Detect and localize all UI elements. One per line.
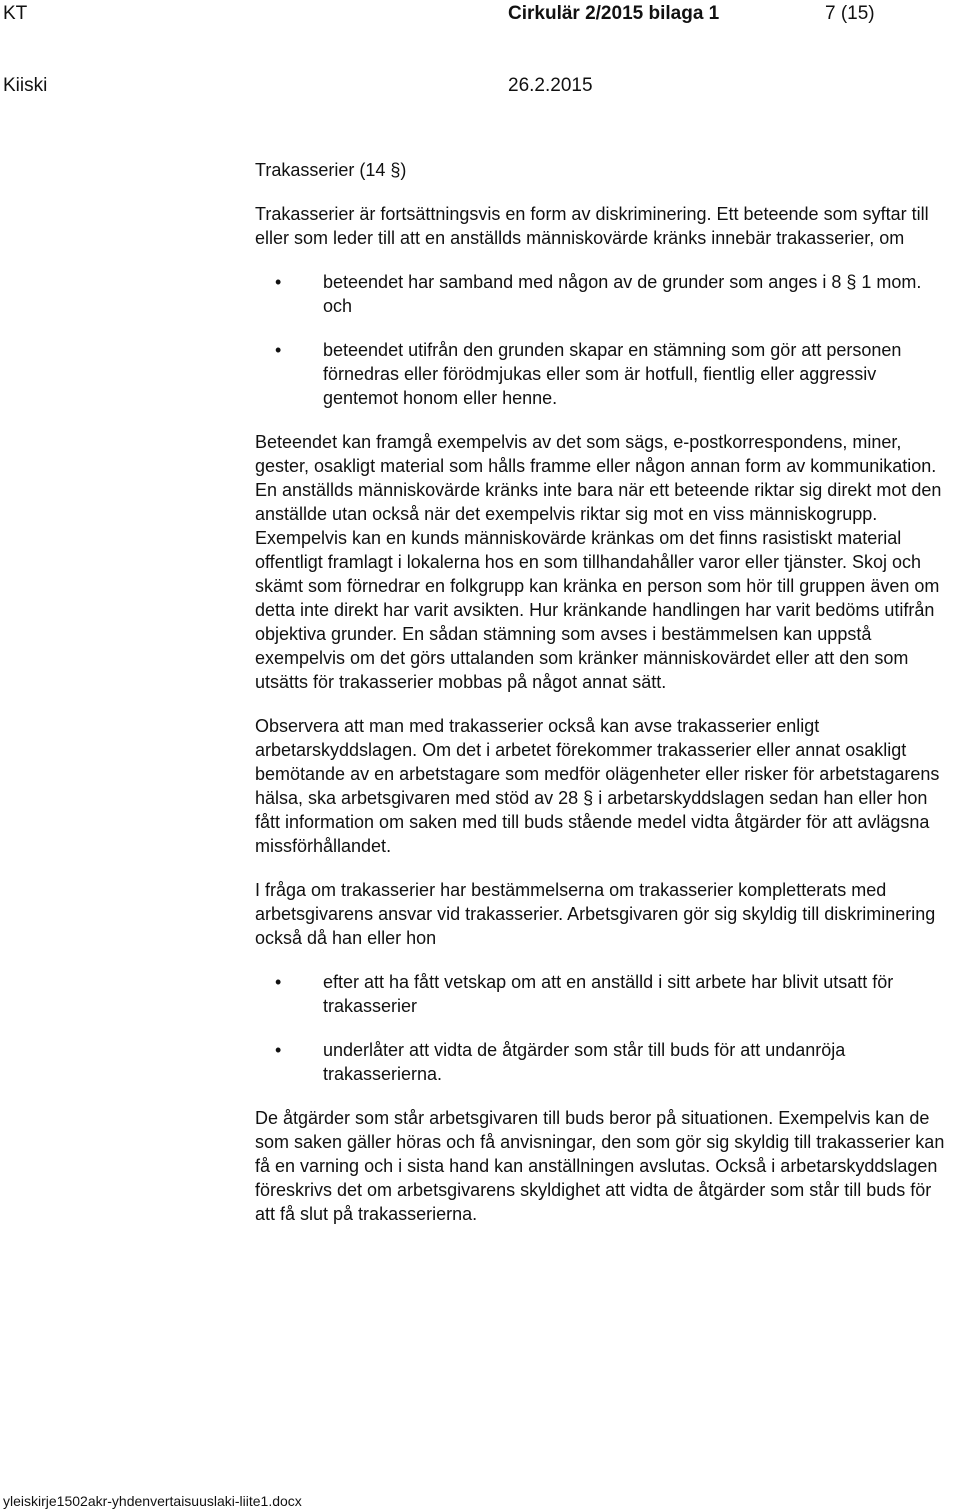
bullet-icon: • [275,972,282,992]
list-item-text: beteendet har samband med någon av de grunder som anges i 8 § 1 mom. och [323,272,922,316]
paragraph: Observera att man med trakasserier också kan avse trakasserier enligt arbetarskyddslagen. Om det i arbetet förekommer trakasserier eller annat osakligt bemötande av en arbetstagare som medför olägenheter eller risker för arbetstagarens hälsa, ska arbetsgivaren med stöd av 28 § i arbetarskyddslagen sedan han eller hon fått information om saken med till buds stående medel vidta åtgärder för att avlägsna missförhållandet. [255,716,940,856]
list-item [255,270,955,318]
condition-list [255,270,955,410]
header-org: KT [3,3,28,24]
header-title: Cirkulär 2/2015 bilaga 1 [508,3,720,24]
intro-paragraph: Trakasserier är fortsättningsvis en form av diskriminering. Ett beteende som syftar till eller som leder till att en anställds människovärde kränks innebär trakasserier, om [255,204,929,248]
list-item [255,1038,955,1086]
list-item [255,970,955,1018]
bullet-icon: • [275,1040,282,1060]
document-body [255,158,955,1246]
header-page-number: 7 (15) [825,3,875,24]
paragraph: I fråga om trakasserier har bestämmelserna om trakasserier kompletterats med arbetsgivarens ansvar vid trakasserier. Arbetsgivaren gör sig skyldig till diskriminering också då han eller hon [255,880,936,948]
list-item-text: beteendet utifrån den grunden skapar en stämning som gör att personen förnedras eller förödmjukas eller som är hotfull, fientlig eller aggressiv gentemot honom eller henne. [323,340,902,408]
bullet-icon: • [275,272,282,292]
paragraph: De åtgärder som står arbetsgivaren till buds beror på situationen. Exempelvis kan de som saken gäller höras och få anvisningar, den som gör sig skyldig till trakasserier kan få en varning och i sista hand kan anställningen avslutas. Också i arbetarskyddslagen föreskrivs det om arbetsgivarens skyldighet att vidta de åtgärder som står till buds för att få slut på trakasserierna. [255,1108,945,1224]
header-date: 26.2.2015 [508,75,593,96]
list-item-text: efter att ha fått vetskap om att en anställd i sitt arbete har blivit utsatt för trakasserier [323,972,894,1016]
employer-duty-list [255,970,955,1086]
list-item-text: underlåter att vidta de åtgärder som står till buds för att undanröja trakasserierna. [323,1040,846,1084]
paragraph: Beteendet kan framgå exempelvis av det som sägs, e-postkorrespondens, miner, gester, osakligt material som hålls framme eller någon annan form av kommunikation. En anställds människovärde kränks inte bara när ett beteende riktar sig direkt mot den anställde utan också när det exempelvis riktar sig mot en viss människogrupp. Exempelvis kan en kunds människovärde kränkas om det finns rasistiskt material offentligt framlagt i lokalerna hos en som tillhandahåller varor eller tjänster. Skoj och skämt som förnedrar en folkgrupp kan kränka en person som hör till gruppen även om detta inte direkt har varit avsikten. Hur kränkande handlingen har varit bedöms utifrån objektiva grunder. En sådan stämning som avses i bestämmelsen kan uppstå exempelvis om det görs uttalanden som kränker människovärdet eller att den som utsätts för trakasserier mobbas på något annat sätt. [255,432,942,692]
list-item [255,338,955,410]
bullet-icon: • [275,340,282,360]
section-heading: Trakasserier (14 §) [255,160,407,180]
header-author: Kiiski [3,75,48,96]
footer-filename: yleiskirje1502akr-yhdenvertaisuuslaki-liite1.docx [3,1493,302,1509]
